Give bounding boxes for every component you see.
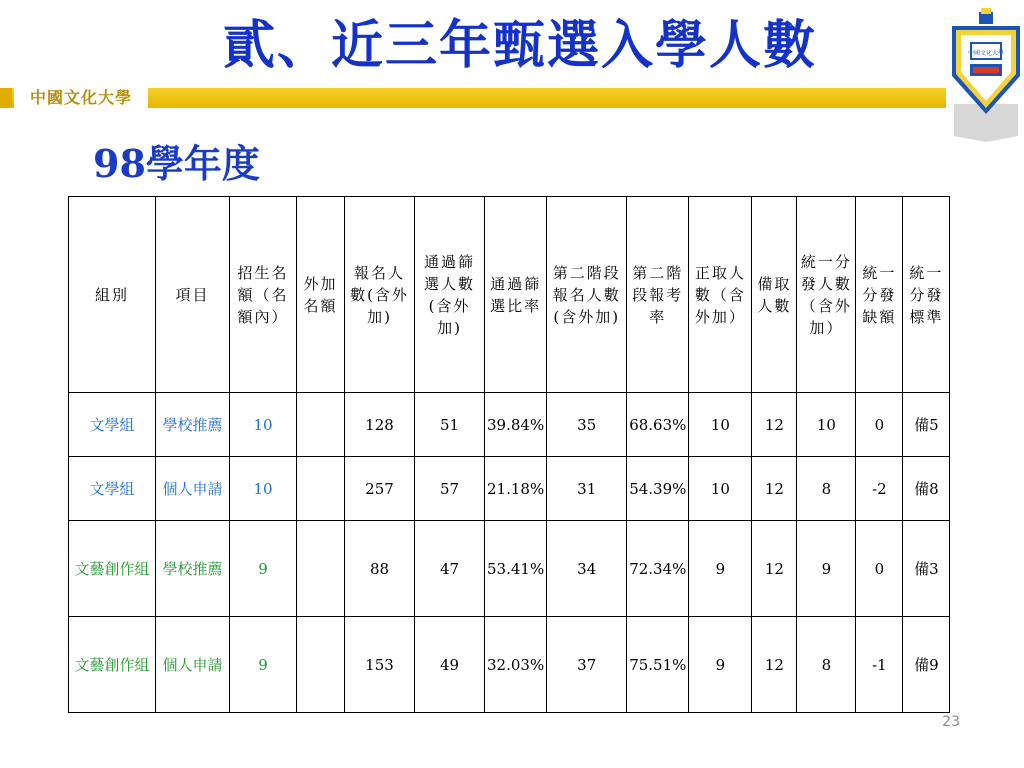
university-logo	[948, 6, 1024, 142]
value-cell: 257	[345, 457, 415, 521]
header-cell: 項目	[156, 197, 230, 393]
header-cell: 統一分發缺額	[856, 197, 903, 393]
group-cell: 文藝創作組	[69, 617, 156, 713]
item-cell: 學校推薦	[156, 393, 230, 457]
value-cell: 10	[797, 393, 856, 457]
header-cell: 外加名額	[297, 197, 345, 393]
value-cell: 10	[689, 393, 752, 457]
value-cell	[297, 521, 345, 617]
value-cell: 88	[345, 521, 415, 617]
group-cell: 文學組	[69, 457, 156, 521]
header-cell: 招生名額（名額內）	[230, 197, 297, 393]
value-cell: 12	[752, 521, 797, 617]
value-cell: 12	[752, 457, 797, 521]
table-row	[69, 617, 950, 713]
value-cell: 9	[230, 617, 297, 713]
value-cell: 72.34%	[627, 521, 689, 617]
slide-title: 貳、近三年甄選入學人數	[222, 15, 817, 76]
value-cell: 10	[230, 457, 297, 521]
value-cell: 51	[415, 393, 485, 457]
logo-text: 中國文化大學	[967, 50, 1005, 57]
value-cell: 備5	[903, 393, 950, 457]
value-cell: 35	[547, 393, 627, 457]
value-cell	[297, 617, 345, 713]
value-cell: 34	[547, 521, 627, 617]
item-cell: 個人申請	[156, 617, 230, 713]
header-cell: 正取人數（含外加）	[689, 197, 752, 393]
value-cell: 0	[856, 521, 903, 617]
university-label: 中國文化大學	[14, 86, 148, 110]
table-row	[69, 521, 950, 617]
value-cell: 54.39%	[627, 457, 689, 521]
group-cell: 文藝創作組	[69, 521, 156, 617]
value-cell: 39.84%	[485, 393, 547, 457]
value-cell: 9	[689, 617, 752, 713]
header-cell: 第二階段報名人數(含外加)	[547, 197, 627, 393]
value-cell: 備8	[903, 457, 950, 521]
value-cell: 128	[345, 393, 415, 457]
logo-emblem-icon	[948, 6, 1024, 142]
header-cell: 組別	[69, 197, 156, 393]
value-cell: 47	[415, 521, 485, 617]
value-cell: 21.18%	[485, 457, 547, 521]
value-cell: 75.51%	[627, 617, 689, 713]
admission-table	[68, 196, 950, 713]
value-cell: 9	[230, 521, 297, 617]
value-cell: 備9	[903, 617, 950, 713]
accent-bar-block	[0, 88, 12, 108]
value-cell: -2	[856, 457, 903, 521]
value-cell: 68.63%	[627, 393, 689, 457]
value-cell: 8	[797, 457, 856, 521]
value-cell: 10	[230, 393, 297, 457]
header-cell: 第二階段報考率	[627, 197, 689, 393]
value-cell	[297, 457, 345, 521]
value-cell: 12	[752, 617, 797, 713]
item-cell: 個人申請	[156, 457, 230, 521]
table-row	[69, 457, 950, 521]
value-cell: 0	[856, 393, 903, 457]
value-cell: 10	[689, 457, 752, 521]
item-cell: 學校推薦	[156, 521, 230, 617]
value-cell: 9	[797, 521, 856, 617]
table-row	[69, 393, 950, 457]
group-cell: 文學組	[69, 393, 156, 457]
value-cell: 9	[689, 521, 752, 617]
value-cell: 153	[345, 617, 415, 713]
value-cell: 57	[415, 457, 485, 521]
header-cell: 統一分發人數（含外加）	[797, 197, 856, 393]
value-cell: 12	[752, 393, 797, 457]
value-cell: 37	[547, 617, 627, 713]
header-cell: 統一分發標準	[903, 197, 950, 393]
subtitle: 98學年度	[93, 141, 260, 186]
value-cell	[297, 393, 345, 457]
value-cell: 備3	[903, 521, 950, 617]
header-cell: 通過篩選人數(含外加)	[415, 197, 485, 393]
header-cell: 通過篩選比率	[485, 197, 547, 393]
table-body	[69, 197, 950, 713]
value-cell: 53.41%	[485, 521, 547, 617]
page-number: 23	[942, 714, 960, 730]
header-cell: 備取人數	[752, 197, 797, 393]
header-cell: 報名人數(含外加)	[345, 197, 415, 393]
value-cell: 49	[415, 617, 485, 713]
value-cell: 8	[797, 617, 856, 713]
value-cell: -1	[856, 617, 903, 713]
value-cell: 32.03%	[485, 617, 547, 713]
table-header-row	[69, 197, 950, 393]
value-cell: 31	[547, 457, 627, 521]
